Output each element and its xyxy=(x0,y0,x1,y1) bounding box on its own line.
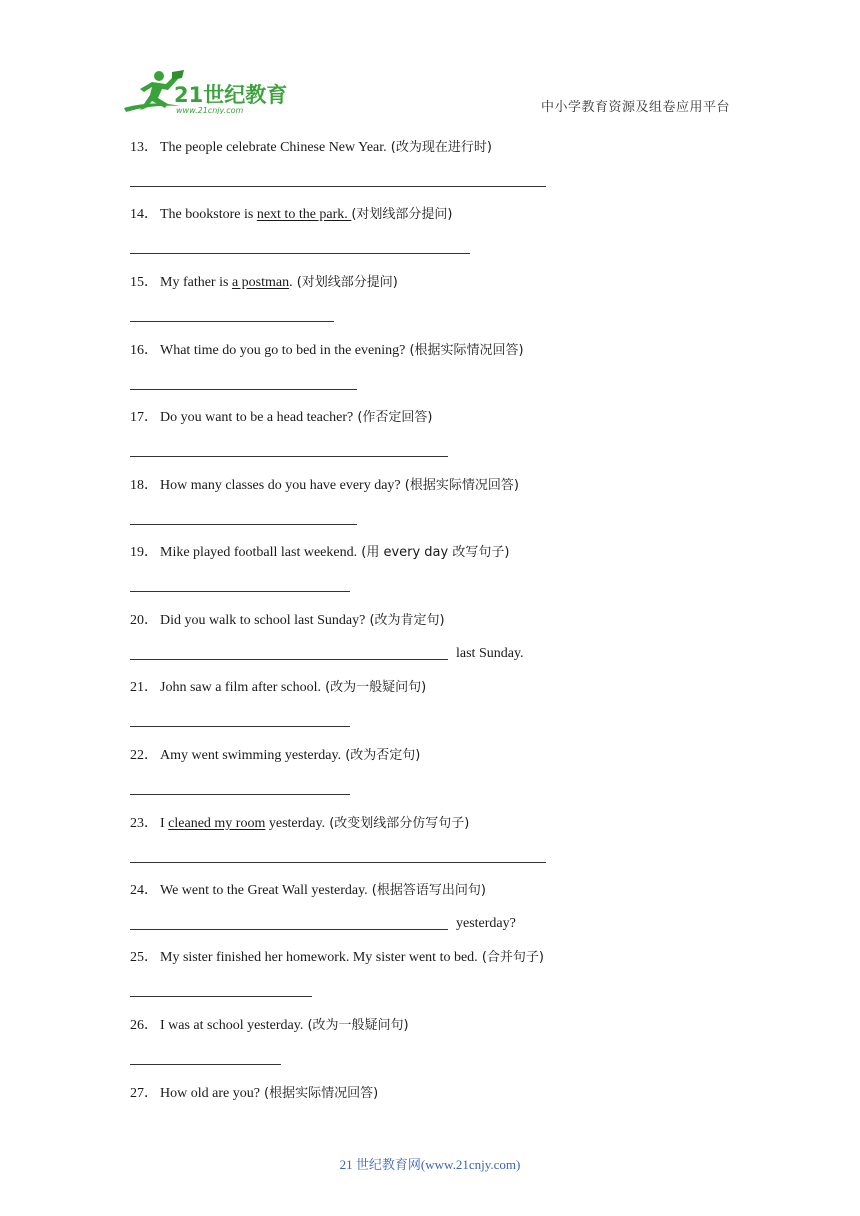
question-text: My sister finished her homework. My sister went to bed. xyxy=(160,950,478,965)
runner-logo-icon xyxy=(122,70,292,114)
question-instruction: (合并句子) xyxy=(477,950,544,965)
question-item xyxy=(130,274,398,292)
question-text: I xyxy=(160,816,169,831)
question-item xyxy=(130,206,452,224)
question-number: 17． xyxy=(130,410,158,425)
question-number: 19． xyxy=(130,545,158,560)
question-text: We went to the Great Wall yesterday. xyxy=(160,883,368,898)
question-text: How many classes do you have every day? xyxy=(160,478,401,493)
answer-line[interactable] xyxy=(130,186,546,187)
question-number: 23． xyxy=(130,816,158,831)
question-item xyxy=(130,1017,409,1035)
question-text-end: yesterday. xyxy=(265,816,326,831)
question-item xyxy=(130,679,426,697)
question-instruction: (根据实际情况回答) xyxy=(259,1086,379,1101)
logo-url-text: www.21cnjy.com xyxy=(176,106,244,114)
question-item xyxy=(130,409,432,427)
question-instruction: (根据实际情况回答) xyxy=(405,343,524,358)
question-instruction: (改为肯定句) xyxy=(365,613,445,628)
question-number: 13． xyxy=(130,140,158,155)
answer-line[interactable] xyxy=(130,862,546,863)
question-number: 27． xyxy=(130,1086,158,1101)
question-text: John saw a film after school. xyxy=(160,680,321,695)
question-instruction: (改为否定句) xyxy=(341,748,421,763)
question-instruction: (改为一般疑问句) xyxy=(320,680,427,695)
underlined-text: cleaned my room xyxy=(168,816,266,831)
question-number: 24． xyxy=(130,883,158,898)
question-number: 15． xyxy=(130,275,158,290)
answer-line[interactable] xyxy=(130,1064,281,1065)
logo-text: 21世纪教育 xyxy=(174,83,288,107)
question-number: 26． xyxy=(130,1018,158,1033)
question-number: 21． xyxy=(130,680,158,695)
page-footer: 21 世纪教育网(www.21cnjy.com) xyxy=(339,1157,521,1172)
underlined-text: a postman xyxy=(231,275,290,290)
question-item xyxy=(130,949,544,967)
question-number: 14． xyxy=(130,207,158,222)
answer-line[interactable] xyxy=(130,591,350,592)
answer-line[interactable] xyxy=(130,524,357,525)
answer-line[interactable] xyxy=(130,726,350,727)
question-text: Mike played football last weekend. xyxy=(160,545,358,560)
answer-line[interactable] xyxy=(130,929,448,930)
underlined-text: next to the park. xyxy=(256,207,352,222)
question-text: Did you walk to school last Sunday? xyxy=(160,613,366,628)
question-instruction: (改变划线部分仿写句子) xyxy=(325,816,470,831)
site-logo xyxy=(122,70,292,114)
answer-line[interactable] xyxy=(130,321,334,322)
question-number: 22． xyxy=(130,748,158,763)
question-text: Amy went swimming yesterday. xyxy=(160,748,342,763)
question-number: 16． xyxy=(130,343,158,358)
answer-line[interactable] xyxy=(130,456,448,457)
question-item xyxy=(130,882,486,900)
question-text: My father is xyxy=(160,275,232,290)
answer-line[interactable] xyxy=(130,389,357,390)
page-header xyxy=(0,0,860,125)
question-instruction: (用 every day 改写句子) xyxy=(357,545,510,560)
question-item xyxy=(130,747,420,765)
question-text: The bookstore is xyxy=(160,207,257,222)
answer-line[interactable] xyxy=(130,794,350,795)
question-instruction: (改为现在进行时) xyxy=(386,140,492,155)
answer-suffix: last Sunday. xyxy=(456,646,524,661)
question-item xyxy=(130,612,445,630)
question-text: Do you want to be a head teacher? xyxy=(160,410,354,425)
question-number: 25． xyxy=(130,950,158,965)
question-instruction: (改为一般疑问句) xyxy=(303,1018,409,1033)
question-instruction: (作否定回答) xyxy=(353,410,433,425)
answer-line[interactable] xyxy=(130,659,448,660)
question-instruction: (根据答语写出问句) xyxy=(367,883,486,898)
question-text: How old are you? xyxy=(160,1086,260,1101)
question-item xyxy=(130,815,469,833)
question-text-end: . xyxy=(289,275,293,290)
question-item xyxy=(130,139,492,157)
question-number: 20． xyxy=(130,613,158,628)
question-instruction: (对划线部分提问) xyxy=(292,275,398,290)
question-item xyxy=(130,544,509,562)
question-item xyxy=(130,1085,378,1103)
question-instruction: (对划线部分提问) xyxy=(351,207,453,222)
question-text: The people celebrate Chinese New Year. xyxy=(160,140,387,155)
answer-line[interactable] xyxy=(130,253,470,254)
question-text: I was at school yesterday. xyxy=(160,1018,304,1033)
question-instruction: (根据实际情况回答) xyxy=(400,478,519,493)
answer-suffix: yesterday? xyxy=(456,916,516,931)
question-item xyxy=(130,477,519,495)
header-tagline: 中小学教育资源及组卷应用平台 xyxy=(540,100,730,115)
question-number: 18． xyxy=(130,478,158,493)
question-text: What time do you go to bed in the evening? xyxy=(160,343,406,358)
answer-line[interactable] xyxy=(130,996,312,997)
question-item xyxy=(130,342,524,360)
